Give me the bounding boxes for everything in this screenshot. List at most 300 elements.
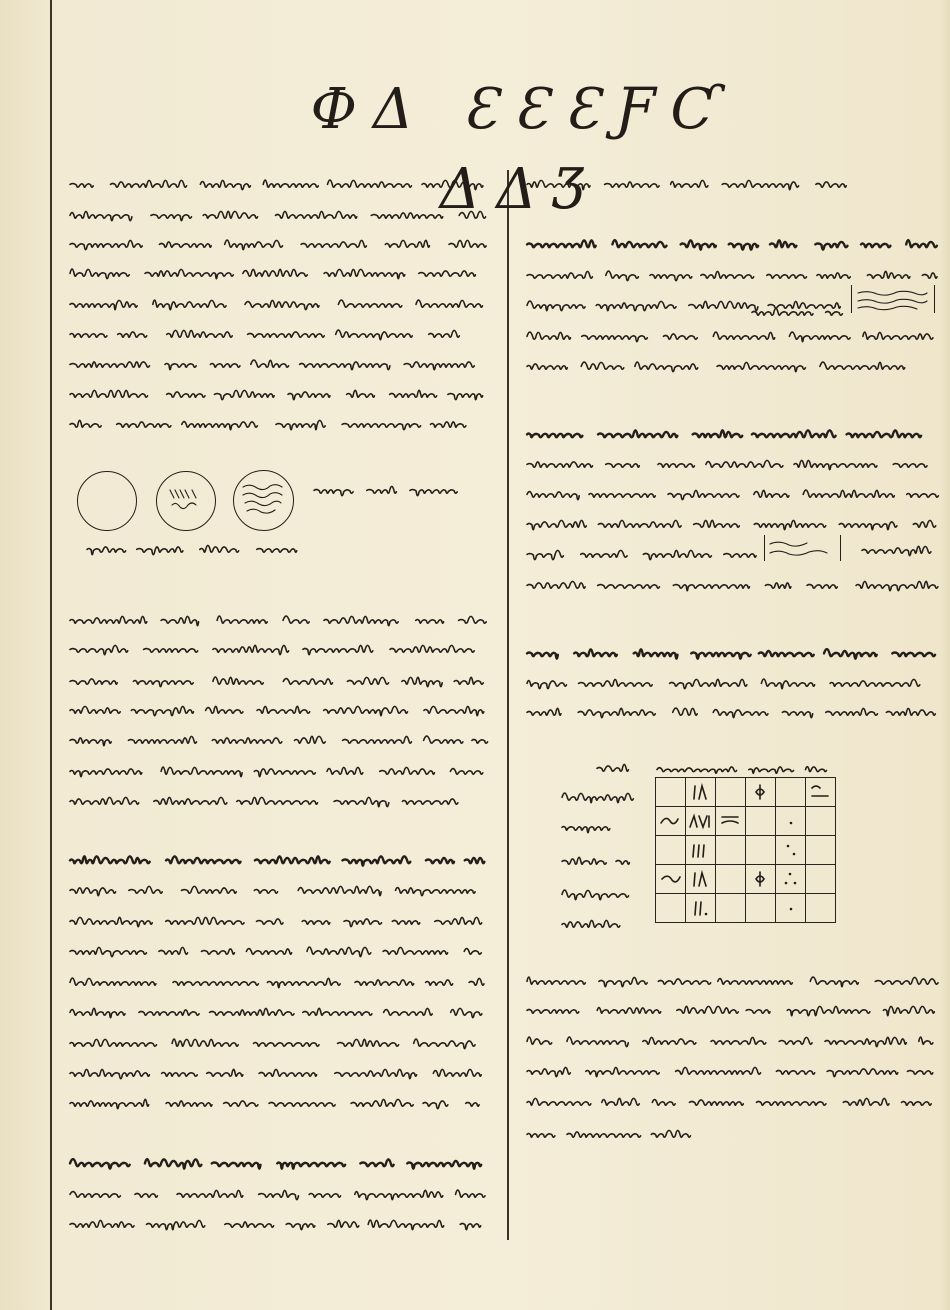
left-paragraph-3-line bbox=[68, 935, 488, 969]
script-word bbox=[343, 736, 412, 743]
script-word bbox=[383, 947, 448, 954]
script-word bbox=[597, 1008, 661, 1014]
script-word bbox=[634, 649, 678, 658]
script-word bbox=[824, 649, 877, 659]
script-word bbox=[422, 180, 483, 189]
script-word bbox=[159, 242, 211, 247]
script-word bbox=[70, 738, 111, 746]
script-word bbox=[815, 242, 847, 250]
script-word bbox=[70, 1220, 134, 1227]
table-cell-mark bbox=[776, 807, 805, 835]
script-word bbox=[757, 1102, 826, 1106]
script-word bbox=[868, 271, 910, 278]
table-cell-mark bbox=[686, 836, 715, 864]
script-word bbox=[254, 890, 277, 894]
script-word bbox=[862, 546, 931, 555]
script-word bbox=[87, 547, 126, 555]
script-word bbox=[581, 362, 624, 369]
script-word bbox=[259, 1190, 299, 1199]
script-word bbox=[752, 430, 836, 437]
script-word bbox=[384, 1008, 433, 1015]
script-word bbox=[722, 180, 798, 189]
left-paragraph-3-line bbox=[68, 1057, 488, 1091]
script-word bbox=[466, 1103, 479, 1107]
script-word bbox=[527, 681, 567, 689]
table-row-label bbox=[560, 781, 635, 815]
script-word bbox=[70, 300, 137, 309]
script-word bbox=[527, 462, 593, 467]
script-word bbox=[469, 978, 484, 985]
script-word bbox=[254, 1043, 320, 1047]
script-word bbox=[307, 947, 371, 957]
script-word bbox=[810, 977, 858, 987]
script-word bbox=[906, 240, 937, 247]
script-word bbox=[582, 336, 648, 342]
script-word bbox=[212, 1163, 261, 1169]
script-word bbox=[161, 616, 199, 625]
script-word bbox=[355, 980, 414, 985]
script-word bbox=[658, 979, 710, 984]
script-word bbox=[651, 1130, 690, 1137]
script-word bbox=[396, 888, 476, 896]
script-word bbox=[527, 364, 567, 369]
script-word bbox=[419, 271, 476, 276]
script-word bbox=[338, 1039, 399, 1046]
script-word bbox=[673, 708, 698, 715]
script-word bbox=[70, 269, 129, 279]
script-word bbox=[567, 1037, 628, 1047]
right-paragraph-3-line bbox=[525, 478, 940, 512]
figure-caption bbox=[312, 474, 462, 508]
right-paragraph-2-tail bbox=[750, 296, 845, 330]
script-word bbox=[527, 1098, 591, 1105]
script-word bbox=[562, 793, 633, 803]
circle-figure-empty bbox=[77, 471, 137, 531]
script-word bbox=[767, 275, 807, 279]
script-word bbox=[212, 738, 281, 743]
script-word bbox=[404, 362, 474, 370]
script-word bbox=[856, 581, 938, 590]
script-word bbox=[694, 520, 740, 527]
script-word bbox=[303, 1008, 372, 1015]
script-word bbox=[309, 1194, 340, 1198]
script-word bbox=[343, 856, 411, 865]
table-cell-mark bbox=[776, 894, 805, 922]
script-word bbox=[347, 677, 388, 684]
script-word bbox=[151, 215, 192, 221]
script-word bbox=[527, 581, 585, 588]
script-word bbox=[596, 301, 676, 310]
script-word bbox=[423, 1101, 448, 1109]
script-word bbox=[135, 1194, 158, 1198]
script-word bbox=[257, 919, 284, 924]
script-word bbox=[131, 706, 193, 715]
script-word bbox=[70, 769, 142, 777]
script-word bbox=[448, 394, 483, 400]
script-word bbox=[70, 362, 150, 367]
column-divider bbox=[507, 170, 509, 1240]
script-word bbox=[402, 799, 458, 804]
script-word bbox=[847, 430, 922, 437]
script-word bbox=[225, 240, 283, 250]
right-paragraph-3-line bbox=[525, 538, 760, 572]
script-word bbox=[243, 269, 307, 276]
script-word bbox=[893, 464, 927, 468]
script-word bbox=[435, 917, 482, 924]
script-word bbox=[257, 549, 297, 553]
left-paragraph-4-line bbox=[68, 1178, 488, 1212]
script-word bbox=[255, 856, 330, 863]
script-word bbox=[527, 240, 596, 247]
script-word bbox=[650, 275, 692, 281]
script-word bbox=[410, 490, 457, 496]
script-word bbox=[201, 949, 234, 954]
script-word bbox=[390, 390, 437, 397]
script-word bbox=[902, 1102, 932, 1106]
script-word bbox=[752, 308, 813, 315]
script-word bbox=[213, 645, 289, 654]
script-word bbox=[70, 1159, 130, 1169]
script-word bbox=[70, 420, 101, 427]
left-paragraph-2-line bbox=[68, 694, 488, 728]
script-word bbox=[749, 767, 794, 773]
script-word bbox=[449, 240, 486, 247]
left-paragraph-1-line bbox=[68, 318, 488, 352]
script-word bbox=[907, 494, 939, 498]
script-word bbox=[70, 645, 128, 654]
left-paragraph-3-line bbox=[68, 905, 488, 939]
table-row-label bbox=[560, 908, 635, 942]
script-word bbox=[70, 211, 132, 220]
left-paragraph-3-line bbox=[68, 1087, 488, 1121]
table-cell-mark bbox=[656, 807, 685, 835]
script-word bbox=[465, 858, 485, 863]
script-word bbox=[245, 300, 319, 309]
script-word bbox=[429, 330, 460, 337]
script-word bbox=[70, 390, 148, 397]
script-word bbox=[328, 1220, 359, 1227]
script-word bbox=[706, 460, 783, 467]
script-word bbox=[663, 334, 697, 339]
script-word bbox=[166, 856, 241, 863]
script-word bbox=[207, 1069, 243, 1076]
script-word bbox=[919, 1037, 933, 1044]
right-paragraph-5-line bbox=[525, 1025, 940, 1059]
script-word bbox=[70, 797, 139, 804]
script-word bbox=[182, 886, 237, 893]
script-word bbox=[210, 1008, 294, 1015]
script-word bbox=[276, 211, 357, 218]
left-paragraph-1-line bbox=[68, 257, 488, 291]
script-word bbox=[166, 1101, 212, 1106]
page-edge-line bbox=[50, 0, 52, 1310]
script-word bbox=[144, 649, 198, 653]
script-word bbox=[724, 554, 756, 558]
script-word bbox=[328, 180, 412, 187]
script-word bbox=[843, 1098, 889, 1105]
script-word bbox=[424, 736, 463, 743]
script-word bbox=[368, 1220, 444, 1230]
script-word bbox=[128, 736, 196, 743]
script-word bbox=[643, 550, 711, 559]
script-word bbox=[711, 1037, 766, 1044]
left-paragraph-3-line bbox=[68, 966, 488, 1000]
script-word bbox=[606, 271, 639, 281]
script-word bbox=[527, 271, 592, 278]
script-word bbox=[527, 520, 586, 529]
script-word bbox=[657, 767, 737, 773]
script-word bbox=[586, 1067, 659, 1076]
right-paragraph-3-tail bbox=[860, 534, 938, 568]
script-word bbox=[237, 797, 318, 804]
left-paragraph-2-line bbox=[68, 724, 488, 758]
right-paragraph-2-line bbox=[525, 350, 940, 384]
script-word bbox=[602, 1098, 640, 1105]
script-word bbox=[177, 1190, 243, 1197]
script-word bbox=[701, 271, 754, 278]
script-word bbox=[671, 180, 708, 187]
script-word bbox=[414, 1039, 475, 1049]
script-word bbox=[693, 430, 743, 437]
script-word bbox=[598, 585, 660, 589]
circle-tally-marks bbox=[166, 487, 204, 513]
script-word bbox=[166, 917, 244, 924]
script-word bbox=[527, 653, 558, 659]
script-word bbox=[380, 767, 435, 774]
table-cell-mark bbox=[686, 894, 715, 922]
script-word bbox=[839, 522, 897, 530]
script-word bbox=[689, 301, 758, 310]
script-word bbox=[133, 681, 193, 687]
script-word bbox=[246, 949, 291, 955]
script-word bbox=[816, 182, 846, 187]
script-word bbox=[782, 712, 812, 718]
script-word bbox=[527, 977, 585, 984]
script-word bbox=[351, 1099, 413, 1106]
script-word bbox=[276, 420, 325, 429]
script-word bbox=[298, 886, 381, 895]
left-paragraph-2-line bbox=[68, 785, 488, 819]
left-paragraph-3-line bbox=[68, 844, 488, 878]
script-word bbox=[450, 769, 482, 775]
right-paragraph-2-line bbox=[525, 228, 940, 262]
script-word bbox=[459, 211, 485, 218]
script-word bbox=[761, 679, 814, 689]
script-word bbox=[787, 1006, 870, 1015]
script-word bbox=[213, 677, 263, 684]
script-word bbox=[652, 1100, 675, 1106]
left-paragraph-1-line bbox=[68, 348, 488, 382]
script-word bbox=[203, 211, 257, 218]
script-word bbox=[746, 1010, 770, 1014]
script-word bbox=[789, 332, 850, 342]
script-word bbox=[717, 362, 805, 371]
script-word bbox=[269, 1103, 335, 1107]
script-word bbox=[806, 767, 827, 772]
script-word bbox=[825, 1037, 906, 1046]
script-word bbox=[286, 1224, 315, 1230]
script-word bbox=[70, 616, 147, 623]
script-word bbox=[165, 364, 196, 370]
table-row-label bbox=[560, 878, 635, 912]
script-word bbox=[606, 464, 640, 468]
script-word bbox=[371, 213, 442, 218]
script-word bbox=[70, 184, 93, 188]
boxed-note-script bbox=[767, 538, 837, 560]
table-cell-mark bbox=[776, 836, 805, 864]
script-word bbox=[527, 1134, 555, 1138]
table-row bbox=[656, 865, 836, 894]
script-word bbox=[416, 620, 444, 624]
script-word bbox=[754, 520, 826, 529]
script-word bbox=[167, 330, 233, 337]
script-word bbox=[691, 653, 751, 659]
script-word bbox=[875, 977, 938, 984]
script-word bbox=[338, 300, 401, 307]
script-word bbox=[426, 858, 454, 863]
script-word bbox=[579, 679, 653, 686]
script-word bbox=[892, 653, 935, 657]
script-word bbox=[206, 706, 243, 713]
script-word bbox=[689, 1100, 743, 1105]
script-word bbox=[827, 1069, 898, 1077]
script-word bbox=[355, 1190, 443, 1199]
script-word bbox=[210, 364, 240, 368]
script-word bbox=[759, 651, 814, 656]
script-word bbox=[424, 706, 484, 715]
table-row bbox=[656, 807, 836, 836]
script-word bbox=[111, 180, 187, 187]
script-word bbox=[562, 827, 610, 833]
script-word bbox=[574, 649, 617, 656]
table-row bbox=[656, 894, 836, 923]
script-word bbox=[385, 240, 429, 247]
left-paragraph-2-line bbox=[68, 755, 488, 789]
script-word bbox=[314, 490, 353, 496]
script-word bbox=[416, 300, 483, 307]
script-word bbox=[277, 1163, 345, 1169]
script-word bbox=[681, 240, 716, 249]
script-word bbox=[153, 300, 226, 310]
script-word bbox=[336, 330, 413, 340]
right-paragraph-1-line bbox=[525, 168, 865, 202]
left-paragraph-1-line bbox=[68, 288, 488, 322]
right-paragraph-3-line bbox=[525, 569, 940, 603]
script-word bbox=[70, 947, 146, 956]
script-word bbox=[635, 362, 698, 372]
script-word bbox=[402, 677, 442, 686]
script-word bbox=[907, 1071, 932, 1075]
script-word bbox=[327, 767, 363, 774]
script-word bbox=[807, 585, 837, 589]
script-word bbox=[817, 273, 850, 278]
script-word bbox=[713, 332, 774, 339]
table-row-label bbox=[560, 811, 635, 845]
script-word bbox=[360, 1159, 393, 1166]
right-paragraph-2-line bbox=[525, 320, 940, 354]
right-paragraph-5-line bbox=[525, 1118, 705, 1152]
script-word bbox=[118, 332, 147, 337]
script-word bbox=[344, 919, 382, 927]
script-word bbox=[324, 269, 405, 278]
left-paragraph-3-line bbox=[68, 996, 488, 1030]
script-word bbox=[826, 708, 878, 715]
script-word bbox=[581, 550, 627, 557]
script-word bbox=[527, 434, 582, 438]
script-word bbox=[883, 1006, 934, 1015]
script-word bbox=[597, 764, 628, 771]
page-title-script: ФΔ ƐƐƐƑƇ ΔΔƷ bbox=[310, 77, 730, 222]
script-word bbox=[161, 767, 242, 777]
table-cell-mark bbox=[716, 807, 745, 835]
script-word bbox=[562, 890, 629, 900]
script-word bbox=[820, 362, 905, 369]
script-word bbox=[70, 706, 120, 713]
script-word bbox=[288, 392, 330, 400]
script-word bbox=[257, 706, 310, 713]
script-word bbox=[342, 424, 421, 430]
script-word bbox=[159, 947, 188, 954]
script-word bbox=[676, 1067, 761, 1074]
script-word bbox=[460, 1224, 481, 1230]
script-word bbox=[172, 1039, 238, 1046]
script-word bbox=[451, 1008, 482, 1017]
script-word bbox=[527, 301, 585, 311]
script-word bbox=[302, 921, 330, 925]
script-word bbox=[137, 547, 183, 555]
script-word bbox=[599, 977, 647, 986]
script-word bbox=[527, 1067, 570, 1076]
script-word bbox=[145, 269, 233, 278]
script-word bbox=[70, 679, 117, 684]
script-word bbox=[643, 1037, 696, 1044]
script-word bbox=[263, 180, 318, 187]
script-word bbox=[70, 978, 156, 985]
script-word bbox=[459, 616, 487, 623]
script-word bbox=[527, 708, 561, 715]
script-word bbox=[794, 460, 877, 469]
script-word bbox=[527, 1037, 552, 1044]
script-word bbox=[527, 180, 590, 189]
script-word bbox=[826, 312, 843, 316]
script-word bbox=[254, 769, 315, 777]
script-word bbox=[300, 362, 390, 370]
script-word bbox=[612, 240, 666, 247]
script-word bbox=[167, 392, 205, 397]
left-paragraph-2-line bbox=[68, 633, 488, 667]
left-paragraph-1-line bbox=[68, 168, 488, 202]
boxed-note-script bbox=[855, 288, 931, 312]
script-word bbox=[527, 550, 563, 559]
script-word bbox=[162, 1073, 198, 1077]
script-word bbox=[426, 980, 453, 985]
script-word bbox=[225, 1222, 274, 1227]
script-word bbox=[830, 679, 920, 686]
circle-dense-script bbox=[240, 482, 286, 518]
right-paragraph-3-line bbox=[525, 418, 940, 452]
script-word bbox=[70, 1069, 149, 1078]
table-cell-mark bbox=[686, 807, 715, 835]
script-word bbox=[182, 422, 258, 430]
script-word bbox=[217, 616, 267, 623]
script-word bbox=[70, 240, 142, 249]
table-cell-mark bbox=[686, 865, 715, 893]
script-word bbox=[334, 797, 389, 806]
script-word bbox=[70, 1192, 120, 1198]
script-word bbox=[173, 982, 258, 986]
script-word bbox=[464, 949, 481, 955]
script-word bbox=[754, 490, 789, 497]
